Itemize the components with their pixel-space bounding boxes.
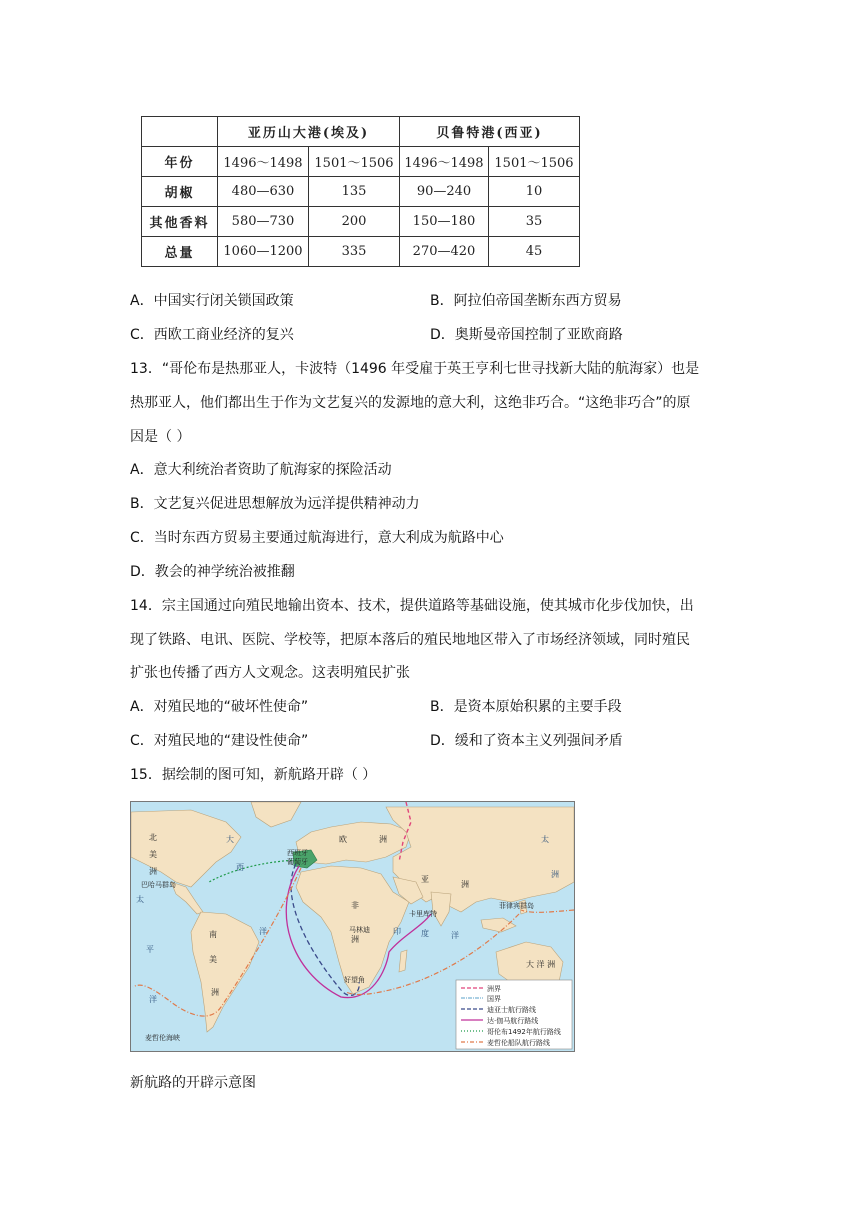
table-row-label: 总量 [142, 237, 218, 267]
map-legend [456, 980, 572, 1049]
q13-stem-line1: 13．“哥伦布是热那亚人，卡波特（1496 年受雇于英王亨利七世寻找新大陆的航海家）也是 [130, 361, 700, 377]
map-caption: 新航路的开辟示意图 [130, 1075, 256, 1091]
table-cell: 150—180 [400, 207, 489, 237]
label-atlantic-2: 西 [236, 863, 244, 872]
label-europe-2: 洲 [379, 835, 387, 844]
label-indian-2: 度 [421, 929, 429, 938]
label-malindi: 马林迪 [349, 926, 370, 934]
label-europe-1: 欧 [339, 835, 347, 844]
legend-label-dias: 迪亚士航行路线 [487, 1006, 536, 1014]
label-bahamas: 巴哈马群岛 [141, 881, 176, 889]
label-pacific-right-1: 太 [541, 835, 549, 844]
legend-label-border: 国界 [487, 995, 501, 1003]
q14-stem-line2: 现了铁路、电讯、医院、学校等，把原本落后的殖民地地区带入了市场经济领域，同时殖民 [130, 632, 690, 648]
q12-option-a: A．中国实行闭关锁国政策 [130, 293, 294, 309]
label-oceania: 大 洋 洲 [526, 960, 556, 969]
table-cell: 580—730 [218, 207, 309, 237]
q13-option-d: D．教会的神学统治被推翻 [130, 564, 295, 580]
table-cell: 480—630 [218, 177, 309, 207]
label-south-america-2: 美 [209, 955, 217, 964]
q14-option-d: D．缓和了资本主义列强间矛盾 [430, 733, 623, 749]
q14-option-c: C．对殖民地的“建设性使命” [130, 733, 309, 749]
label-magellan-strait: 麦哲伦海峡 [145, 1034, 180, 1042]
label-calicut: 卡里库特 [409, 910, 437, 918]
label-atlantic-1: 大 [226, 835, 234, 844]
table-cell: 45 [489, 237, 580, 267]
table-header-port2: 贝鲁特港(西亚) [400, 117, 580, 147]
table-cell: 10 [489, 177, 580, 207]
q12-option-c: C．西欧工商业经济的复兴 [130, 327, 294, 343]
table-corner-cell [142, 117, 218, 147]
label-pacific-right-2: 洲 [551, 870, 559, 879]
legend-label-magellan: 麦哲伦船队航行路线 [487, 1039, 550, 1047]
table-row [142, 177, 580, 207]
table-cell: 135 [309, 177, 400, 207]
label-south-america-3: 洲 [211, 988, 219, 997]
table-row-label: 其他香料 [142, 207, 218, 237]
new-sea-routes-map [130, 801, 575, 1052]
table-row-label: 年份 [142, 147, 218, 177]
label-africa-2: 洲 [351, 935, 359, 944]
q14-stem-line3: 扩张也传播了西方人文观念。这表明殖民扩张 [130, 665, 410, 681]
q15-stem-line1: 15．据绘制的图可知，新航路开辟（ ） [130, 767, 377, 783]
label-pacific-left-2: 平 [146, 945, 154, 954]
table-cell: 200 [309, 207, 400, 237]
table-cell: 1501～1506 [309, 147, 400, 177]
table-cell: 270—420 [400, 237, 489, 267]
legend-label-continent: 洲界 [487, 985, 501, 993]
table-cell: 1496～1498 [218, 147, 309, 177]
table-header-row [142, 117, 580, 147]
label-north-america-1: 北 [149, 833, 157, 842]
q13-option-b: B．文艺复兴促进思想解放为远洋提供精神动力 [130, 496, 420, 512]
label-atlantic-3: 洋 [259, 927, 267, 936]
label-north-america-3: 洲 [149, 867, 157, 876]
q12-option-d: D．奥斯曼帝国控制了亚欧商路 [430, 327, 623, 343]
label-pacific-left-3: 洋 [149, 995, 157, 1004]
map-svg [131, 802, 574, 1051]
q12-option-b: B．阿拉伯帝国垄断东西方贸易 [430, 293, 622, 309]
label-south-america-1: 南 [209, 930, 217, 939]
label-north-america-2: 美 [149, 850, 157, 859]
q13-stem-line3: 因是（ ） [130, 429, 191, 445]
label-indian-1: 印 [393, 927, 401, 936]
q13-option-a: A．意大利统治者资助了航海家的探险活动 [130, 462, 392, 478]
q13-option-c: C．当时东西方贸易主要通过航海进行，意大利成为航路中心 [130, 530, 504, 546]
table-row [142, 237, 580, 267]
label-cape: 好望角 [344, 976, 365, 984]
q14-stem-line1: 14．宗主国通过向殖民地输出资本、技术，提供道路等基础设施，使其城市化步伐加快，出 [130, 598, 694, 614]
table-cell: 1496～1498 [400, 147, 489, 177]
table-header-port1: 亚历山大港(埃及) [218, 117, 400, 147]
table-row [142, 147, 580, 177]
q13-stem-line2: 热那亚人，他们都出生于作为文艺复兴的发源地的意大利，这绝非巧合。“这绝非巧合”的原 [130, 395, 691, 411]
table-cell: 1060—1200 [218, 237, 309, 267]
spice-trade-table [141, 116, 580, 267]
table-cell: 90—240 [400, 177, 489, 207]
table-cell: 35 [489, 207, 580, 237]
label-pacific-left-1: 太 [136, 895, 144, 904]
table-row [142, 207, 580, 237]
table-cell: 335 [309, 237, 400, 267]
label-philippines: 菲律宾群岛 [499, 902, 534, 910]
label-indian-3: 洋 [451, 931, 459, 940]
q14-option-a: A．对殖民地的“破坏性使命” [130, 699, 309, 715]
legend-label-columbus: 哥伦布1492年航行路线 [487, 1028, 561, 1036]
label-asia-2: 洲 [461, 880, 469, 889]
q14-option-b: B．是资本原始积累的主要手段 [430, 699, 622, 715]
table-cell: 1501～1506 [489, 147, 580, 177]
label-portugal: 葡萄牙 [287, 858, 308, 866]
table-row-label: 胡椒 [142, 177, 218, 207]
label-spain: 西班牙 [287, 849, 308, 857]
label-asia-1: 亚 [421, 875, 429, 884]
label-africa-1: 非 [351, 901, 359, 910]
legend-label-da-gama: 达·伽马航行路线 [487, 1017, 539, 1025]
